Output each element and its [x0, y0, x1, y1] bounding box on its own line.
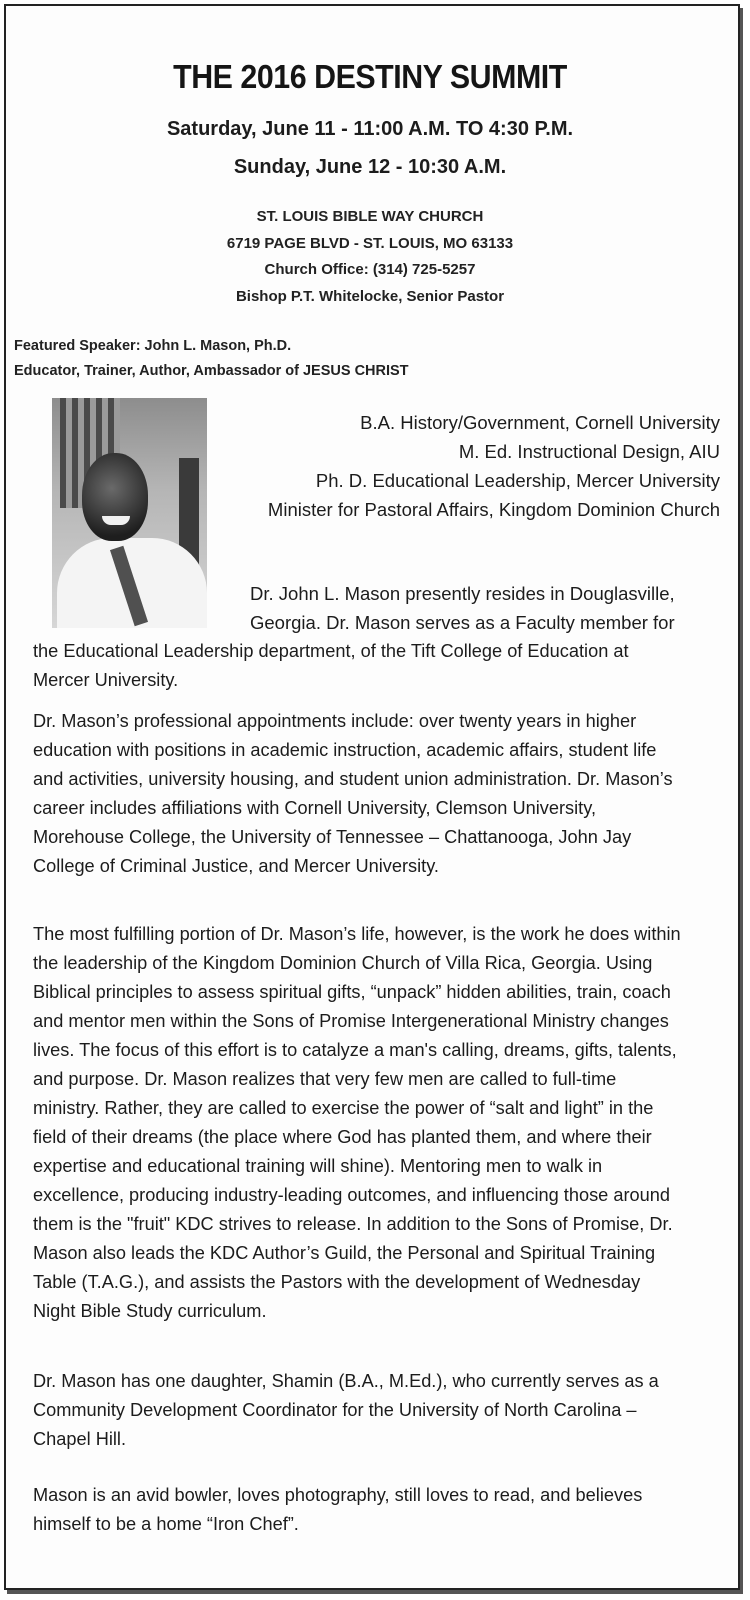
bio-line: Chapel Hill. — [33, 1429, 126, 1449]
bio-ministry — [33, 920, 723, 1326]
bio-line: ministry. Rather, they are called to exercise the power of “salt and light” in the — [33, 1098, 654, 1118]
bio-line: Biblical principles to assess spiritual gifts, “unpack” hidden abilities, train, coach — [33, 982, 671, 1002]
bio-line: Mason is an avid bowler, loves photography, still loves to read, and believes — [33, 1485, 643, 1505]
church-name: ST. LOUIS BIBLE WAY CHURCH — [256, 208, 484, 225]
bio-line: Georgia. Dr. Mason serves as a Faculty member for — [250, 612, 675, 633]
bio-line: Dr. Mason’s professional appointments include: over twenty years in higher — [33, 711, 637, 731]
senior-pastor: Bishop P.T. Whitelocke, Senior Pastor — [235, 288, 505, 305]
bio-line: Community Development Coordinator for the University of North Carolina – — [33, 1400, 637, 1420]
bio-line: the Educational Leadership department, of the Tift College of Education at — [33, 641, 629, 661]
bio-line: Morehouse College, the University of Tennessee – Chattanooga, John Jay — [33, 827, 632, 847]
bio-line: himself to be a home “Iron Chef”. — [33, 1514, 299, 1534]
bio-line: Table (T.A.G.), and assists the Pastors with the development of Wednesday — [33, 1272, 641, 1292]
bio-intro-continued — [33, 637, 723, 695]
bio-line: expertise and educational training will shine). Mentoring men to walk in — [33, 1156, 603, 1176]
bio-line: Mason also leads the KDC Author’s Guild, the Personal and Spiritual Training — [33, 1243, 656, 1263]
degree-list — [268, 408, 720, 524]
bio-line: education with positions in academic instruction, academic affairs, student life — [33, 740, 657, 760]
bio-line: field of their dreams (the place where God has planted them, and where their — [33, 1127, 652, 1147]
degree-item: Ph. D. Educational Leadership, Mercer University — [315, 470, 720, 491]
degree-item: M. Ed. Instructional Design, AIU — [458, 441, 720, 462]
bio-hobbies — [33, 1481, 723, 1539]
page-title: THE 2016 DESTINY SUMMIT — [173, 58, 567, 95]
church-address: 6719 PAGE BLVD - ST. LOUIS, MO 63133 — [226, 235, 514, 252]
bio-line: The most fulfilling portion of Dr. Mason’s life, however, is the work he does within — [33, 924, 681, 944]
speaker-photo — [52, 398, 207, 628]
event-date-sunday: Sunday, June 12 - 10:30 A.M. — [233, 156, 507, 178]
bio-family — [33, 1367, 723, 1454]
bio-line: career includes affiliations with Cornell University, Clemson University, — [33, 798, 597, 818]
bio-line: College of Criminal Justice, and Mercer University. — [33, 856, 439, 876]
degree-item: B.A. History/Government, Cornell University — [360, 412, 720, 433]
degree-item: Minister for Pastoral Affairs, Kingdom Dominion Church — [267, 499, 720, 520]
featured-speaker: Featured Speaker: John L. Mason, Ph.D. — [14, 338, 292, 354]
bio-appointments — [33, 707, 723, 881]
bio-line: lives. The focus of this effort is to catalyze a man's calling, dreams, gifts, talents, — [33, 1040, 677, 1060]
bio-line: Dr. John L. Mason presently resides in Douglasville, — [250, 583, 675, 604]
bio-line: Mercer University. — [33, 670, 179, 690]
bio-line: and mentor men within the Sons of Promise Intergenerational Ministry changes — [33, 1011, 669, 1031]
bio-line: the leadership of the Kingdom Dominion Church of Villa Rica, Georgia. Using — [33, 953, 653, 973]
bio-line: and purpose. Dr. Mason realizes that very few men are called to full-time — [33, 1069, 617, 1089]
bio-line: Night Bible Study curriculum. — [33, 1301, 267, 1321]
bio-line: excellence, producing industry-leading outcomes, and influencing those around — [33, 1185, 670, 1205]
bio-line: Dr. Mason has one daughter, Shamin (B.A., M.Ed.), who currently serves as a — [33, 1371, 659, 1391]
event-date-saturday: Saturday, June 11 - 11:00 A.M. TO 4:30 P.M. — [166, 118, 574, 140]
speaker-roles: Educator, Trainer, Author, Ambassador of JESUS CHRIST — [14, 363, 409, 379]
church-office-phone: Church Office: (314) 725-5257 — [264, 261, 476, 278]
bio-line: and activities, university housing, and student union administration. Dr. Mason’s — [33, 769, 673, 789]
bio-intro — [250, 579, 730, 637]
bio-line: them is the "fruit" KDC strives to release. In addition to the Sons of Promise, Dr. — [33, 1214, 673, 1234]
